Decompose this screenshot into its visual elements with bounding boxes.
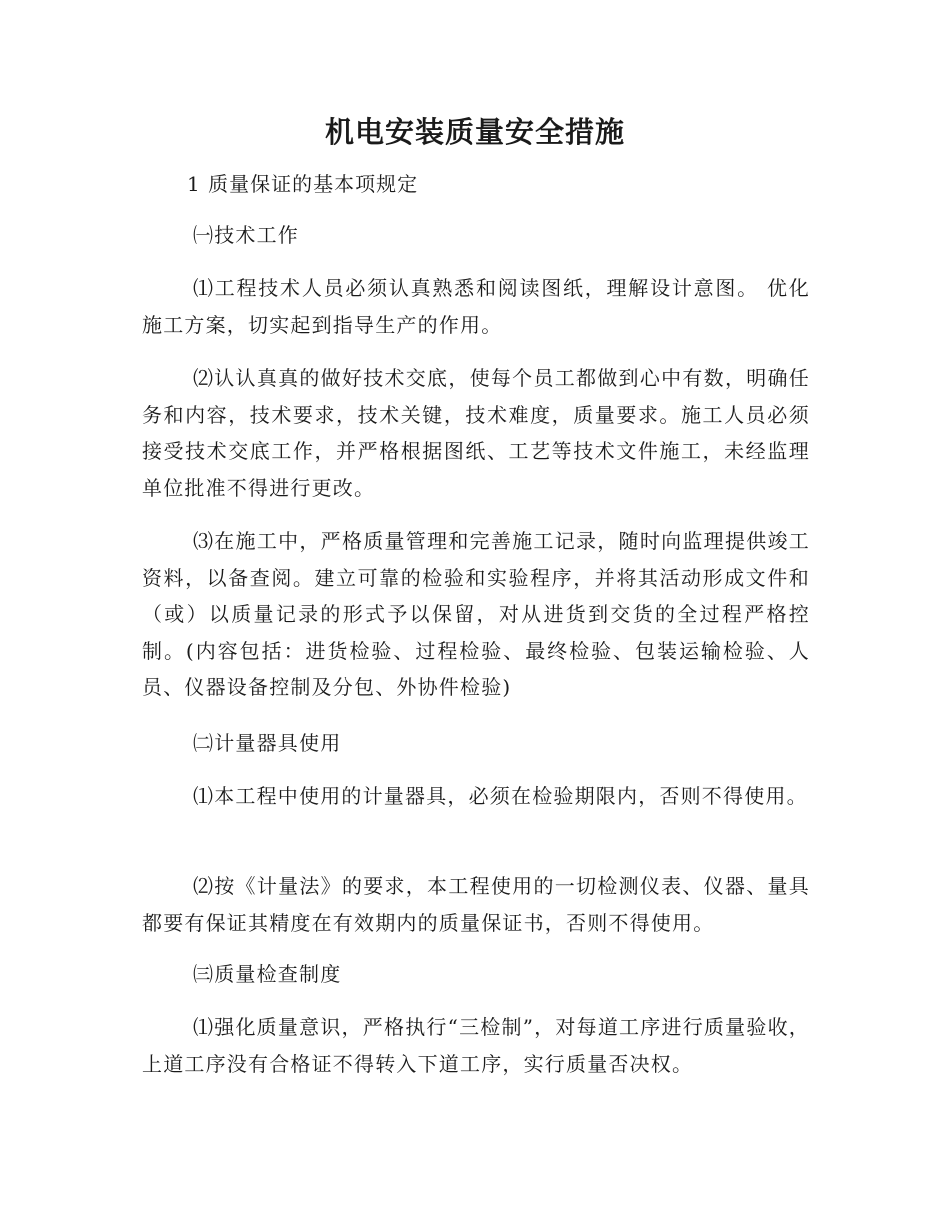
paragraph-2-2: ⑵按《计量法》的要求，本工程使用的一切检测仪表、仪器、量具都要有保证其精度在有效期内的质量保证书，否则不得使用。 [142,874,810,935]
paragraph-2-1: ⑴本工程中使用的计量器具，必须在检验期限内，否则不得使用。 [193,784,808,808]
subsection-heading-measuring-instruments: ㈡计量器具使用 [193,731,342,755]
paragraph-1-2: ⑵认认真真的做好技术交底，使每个员工都做到心中有数，明确任务和内容，技术要求，技术关键，技术难度，质量要求。施工人员必须接受技术交底工作，并严格根据图纸、工艺等技术文件施工，未经监理单位批准不得进行更改。 [142,366,810,500]
paragraph-3-1: ⑴强化质量意识，严格执行“三检制”，对每道工序进行质量验收，上道工序没有合格证不得转入下道工序，实行质量否决权。 [142,1015,810,1076]
paragraph-1-1: ⑴工程技术人员必须认真熟悉和阅读图纸，理解设计意图。 优化施工方案，切实起到指导生产的作用。 [142,276,810,337]
subsection-heading-technical-work: ㈠技术工作 [193,223,299,247]
subsection-heading-quality-inspection: ㈢质量检查制度 [193,962,342,986]
section-heading-1: 1 质量保证的基本项规定 [187,172,419,196]
document-title: 机电安装质量安全措施 [324,115,625,149]
paragraph-1-3: ⑶在施工中，严格质量管理和完善施工记录，随时向监理提供竣工资料，以备查阅。建立可靠的检验和实验程序，并将其活动形成文件和（或）以质量记录的形式予以保留，对从进货到交货的全过程严格控制。(内容包括：进货检验、过程检验、最终检验、包装运输检验、人员、仪器设备控制及分包、外协件检验) [142,529,810,699]
